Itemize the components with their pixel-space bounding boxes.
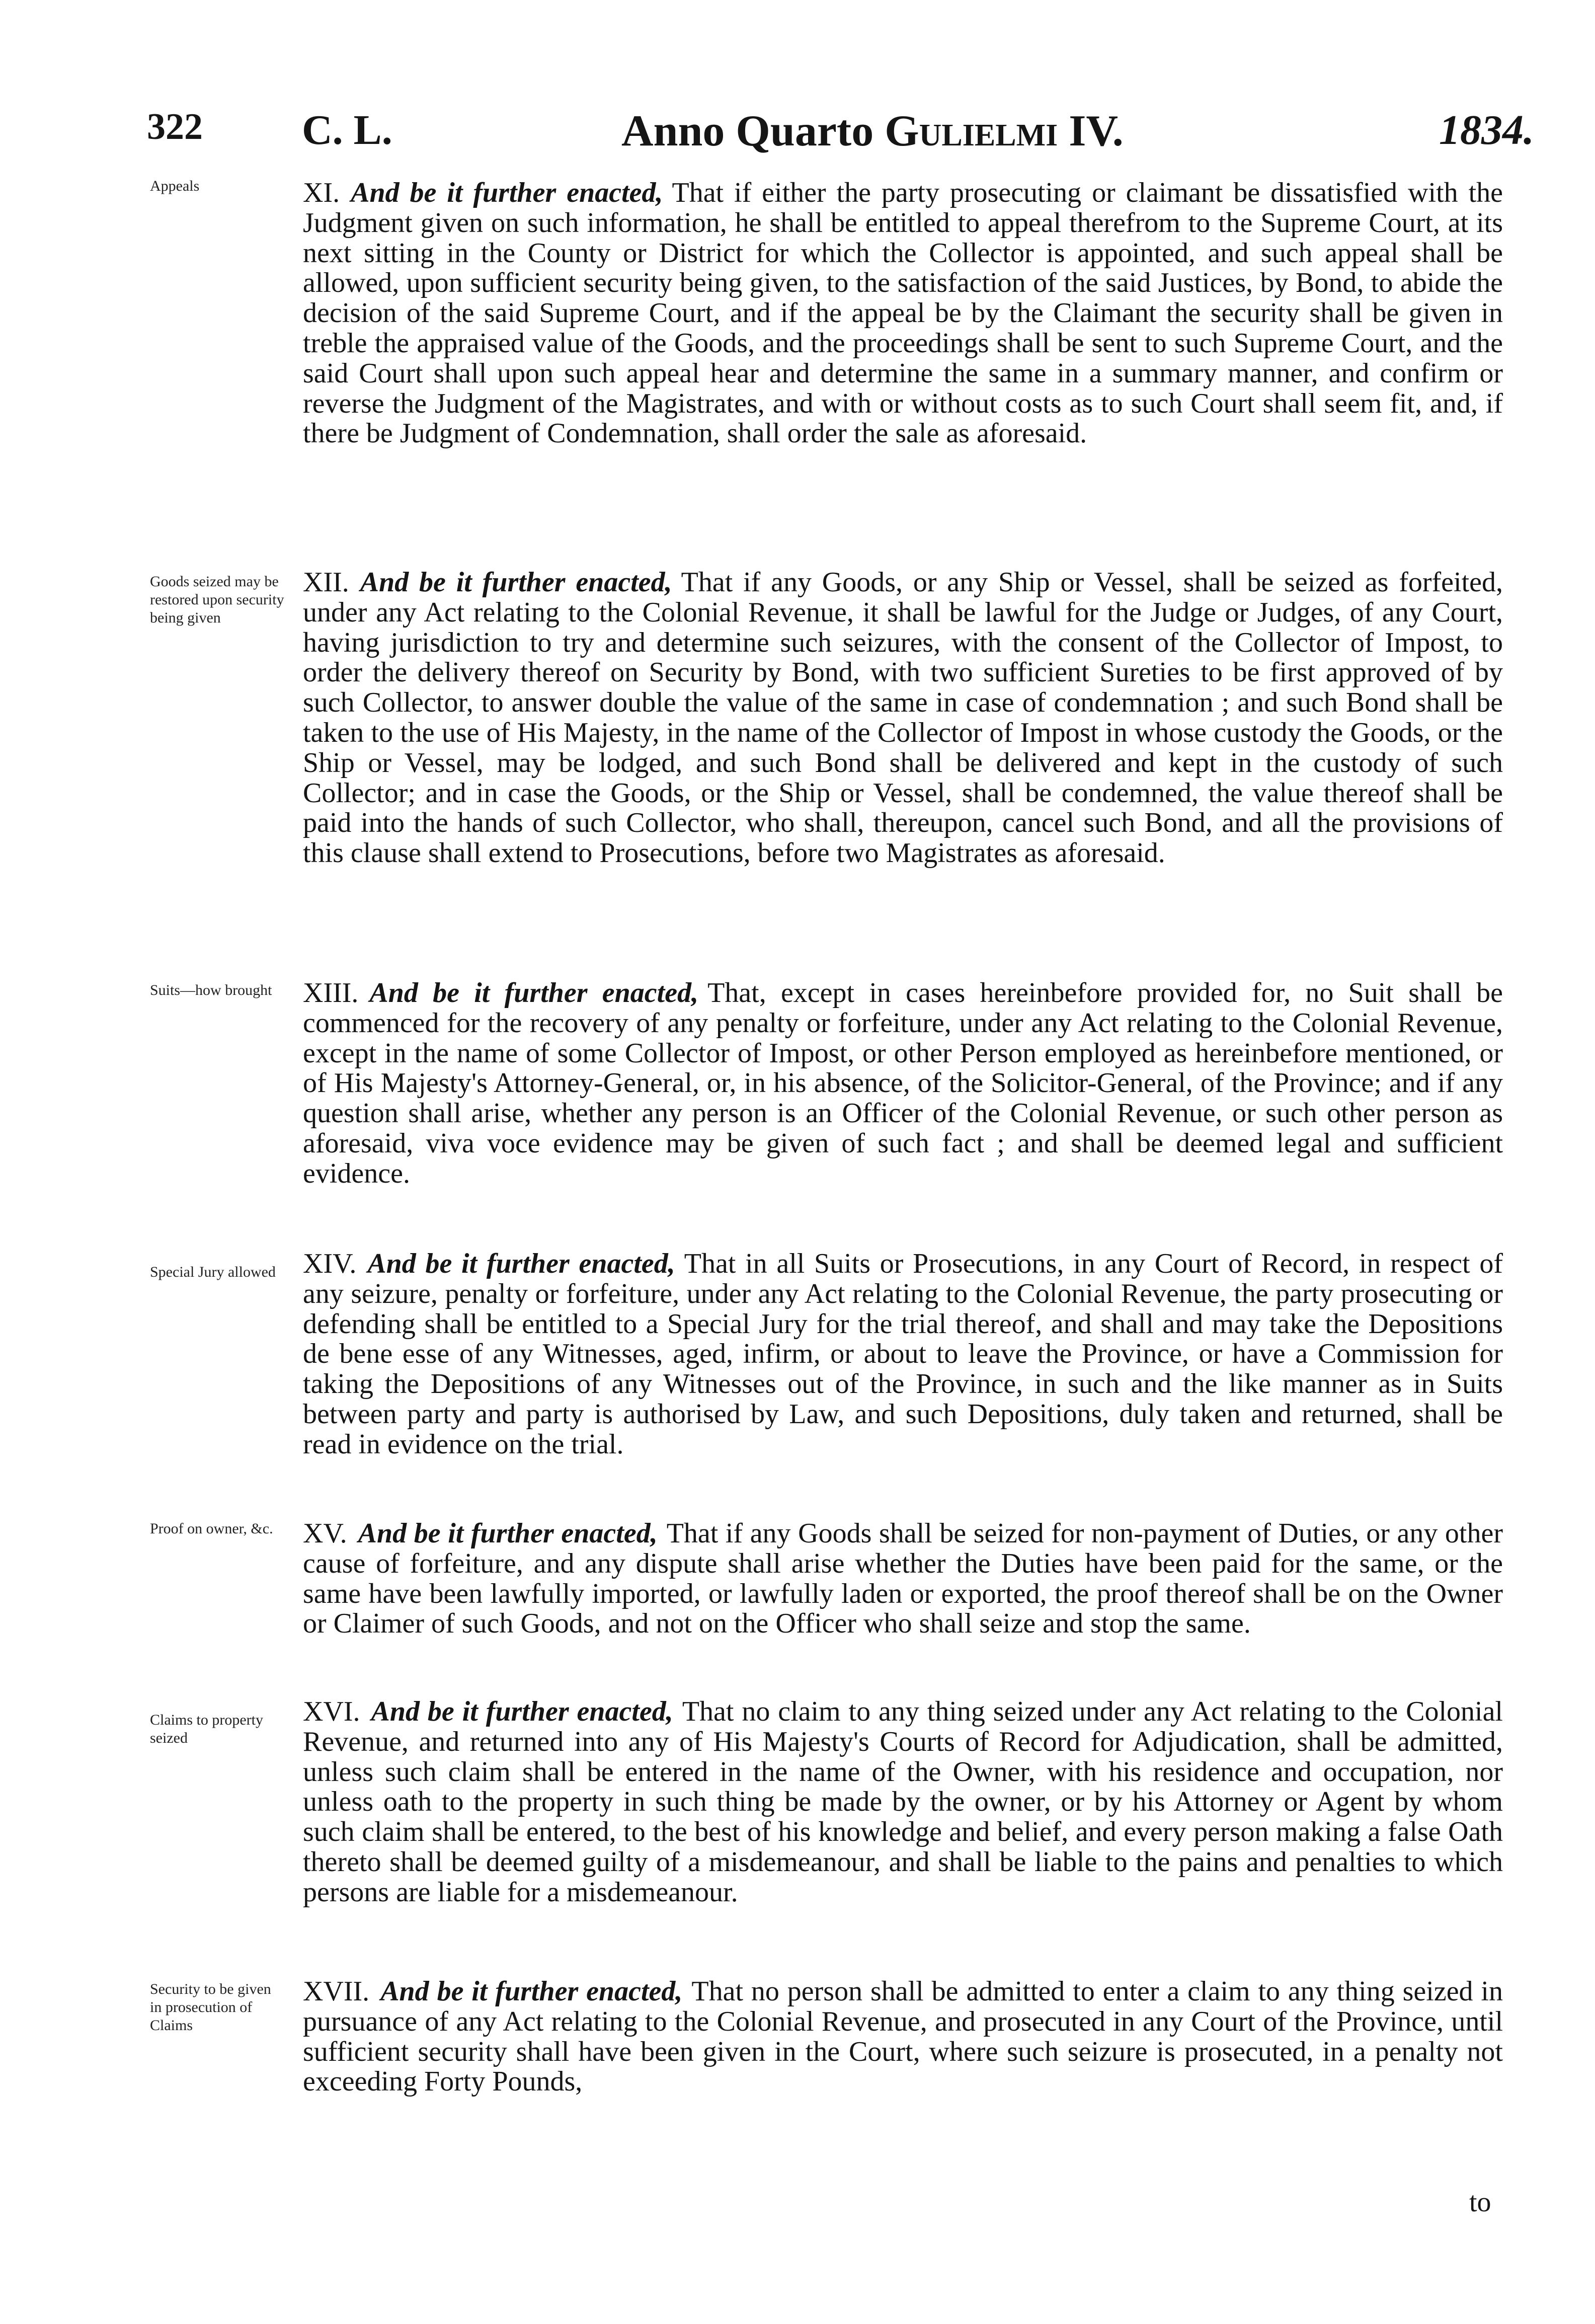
running-title-king: Gulielmi (885, 107, 1058, 156)
section-xv (303, 1519, 1503, 1639)
section-text: That no claim to any thing seized under any Act relating to the Colonial Revenue, and returned into any of His Majesty's Courts of Record for Adjudication, shall be admitted, unless such claim shall be entered in the name of the Owner, with his residence and occupation, nor unless oath to the property in such thing be made by the owner, or by his Attorney or Agent by whom such claim shall be entered, to the best of his knowledge and belief, and every person making a false Oath thereto shall be deemed guilty of a misdemeanour, and shall be liable to the pains and penalties to which persons are liable for a misdemeanour. (303, 1696, 1503, 1908)
catchword: to (1469, 2187, 1491, 2218)
section-xiv (303, 1249, 1503, 1460)
enacting-clause: And be it further enacted, (371, 1696, 673, 1727)
section-text: That if any Goods, or any Ship or Vessel, shall be seized as forfeited, under any Act relating to the Colonial Revenue, it shall be lawful for the Judge or Judges, of any Court, having jurisdiction to try and determine such seizures, with the consent of the Collector of Impost, to order the delivery thereof on Security by Bond, with two sufficient Sureties to be first approved of by such Collector, to answer double the value of the same in case of condemnation ; and such Bond shall be taken to the use of His Majesty, in the name of the Collector of Impost in whose custody the Goods, or the Ship or Vessel, may be lodged, and such Bond shall be delivered and kept in the custody of such Collector; and in case the Goods, or the Ship or Vessel, shall be condemned, the value thereof shall be paid into the hands of such Collector, who shall, thereupon, cancel such Bond, and all the provisions of this clause shall extend to Prosecutions, before two Magistrates as aforesaid. (303, 567, 1503, 869)
section-text: That in all Suits or Prosecutions, in any Court of Record, in respect of any seizure, penalty or forfeiture, under any Act relating to the Colonial Revenue, the party prosecuting or defending shall be entitled to a Special Jury for the trial thereof, and shall and may take the Depositions de bene esse of any Witnesses, aged, infirm, or about to leave the Province, or have a Commission for taking the Depositions of any Witnesses out of the Province, in such and the like manner as in Suits between party and party is authorised by Law, and such Depositions, duly taken and returned, shall be read in evidence on the trial. (303, 1248, 1503, 1460)
section-number: XIII. (303, 977, 359, 1009)
running-title-plain: Anno Quarto (621, 107, 885, 156)
enacting-clause: And be it further enacted, (358, 1518, 658, 1549)
section-xii (303, 568, 1503, 869)
section-xvii (303, 1977, 1503, 2097)
running-title-regnal: IV. (1058, 107, 1124, 156)
enacting-clause: And be it further enacted, (360, 567, 672, 598)
section-text: That if any Goods shall be seized for non-payment of Duties, or any other cause of forfeiture, and any dispute shall arise whether the Duties have been paid for the same, or the same have been lawfully imported, or lawfully laden or exported, the proof thereof shall be on the Owner or Claimer of such Goods, and not on the Officer who shall seize and stop the same. (303, 1518, 1503, 1640)
page-number: 322 (147, 106, 203, 147)
section-xi (303, 178, 1503, 449)
section-number: XIV. (303, 1248, 357, 1279)
series-mark: C. L. (302, 107, 392, 153)
enacting-clause: And be it further enacted, (369, 977, 699, 1009)
section-number: XVII. (303, 1976, 370, 2007)
margin-note-suits: Suits—how brought (150, 982, 272, 998)
margin-note-appeals: Appeals (150, 178, 200, 194)
section-xiii (303, 978, 1503, 1189)
enacting-clause: And be it further enacted, (351, 177, 663, 208)
margin-note-security: Security to be given in prosecution of Claims (150, 1981, 271, 2034)
year: 1834. (1439, 107, 1534, 153)
running-title (621, 106, 1124, 161)
section-xvi (303, 1697, 1503, 1908)
section-number: XVI. (303, 1696, 360, 1727)
section-number: XI. (303, 177, 340, 208)
enacting-clause: And be it further enacted, (367, 1248, 675, 1279)
margin-note-goods-seized: Goods seized may be restored upon security being given (150, 573, 284, 626)
section-number: XV. (303, 1518, 347, 1549)
margin-note-special-jury: Special Jury allowed (150, 1264, 276, 1280)
section-text: That, except in cases hereinbefore provided for, no Suit shall be commenced for the recovery of any penalty or forfeiture, under any Act relating to the Colonial Revenue, except in the name of some Collector of Impost, or other Person employed as hereinbefore mentioned, or of His Majesty's Attorney-General, or, in his absence, of the Solicitor-General, of the Province; and if any question shall arise, whether any person is an Officer of the Colonial Revenue, or such other person as aforesaid, viva voce evidence may be given of such fact ; and shall be deemed legal and sufficient evidence. (303, 977, 1503, 1189)
section-text: That if either the party prosecuting or claimant be dissatisfied with the Judgment given on such information, he shall be entitled to appeal therefrom to the Supreme Court, at its next sitting in the County or District for which the Collector is appointed, and such appeal shall be allowed, upon sufficient security being given, to the satisfaction of the said Justices, by Bond, to abide the decision of the said Supreme Court, and if the appeal be by the Claimant the security shall be given in treble the appraised value of the Goods, and the proceedings shall be sent to such Supreme Court, and the said Court shall upon such appeal hear and determine the same in a summary manner, and confirm or reverse the Judgment of the Magistrates, and with or without costs as to such Court shall seem fit, and, if there be Judgment of Condemnation, shall order the sale as aforesaid. (303, 177, 1503, 449)
section-text: That no person shall be admitted to enter a claim to any thing seized in pursuance of any Act relating to the Colonial Revenue, and prosecuted in any Court of the Province, until sufficient security shall have been given in the Court, where such seizure is prosecuted, in a penalty not exceeding Forty Pounds, (303, 1976, 1503, 2098)
margin-note-claims: Claims to property seized (150, 1712, 263, 1746)
margin-note-proof-on-owner: Proof on owner, &c. (150, 1520, 273, 1537)
section-number: XII. (303, 567, 349, 598)
enacting-clause: And be it further enacted, (380, 1976, 683, 2007)
